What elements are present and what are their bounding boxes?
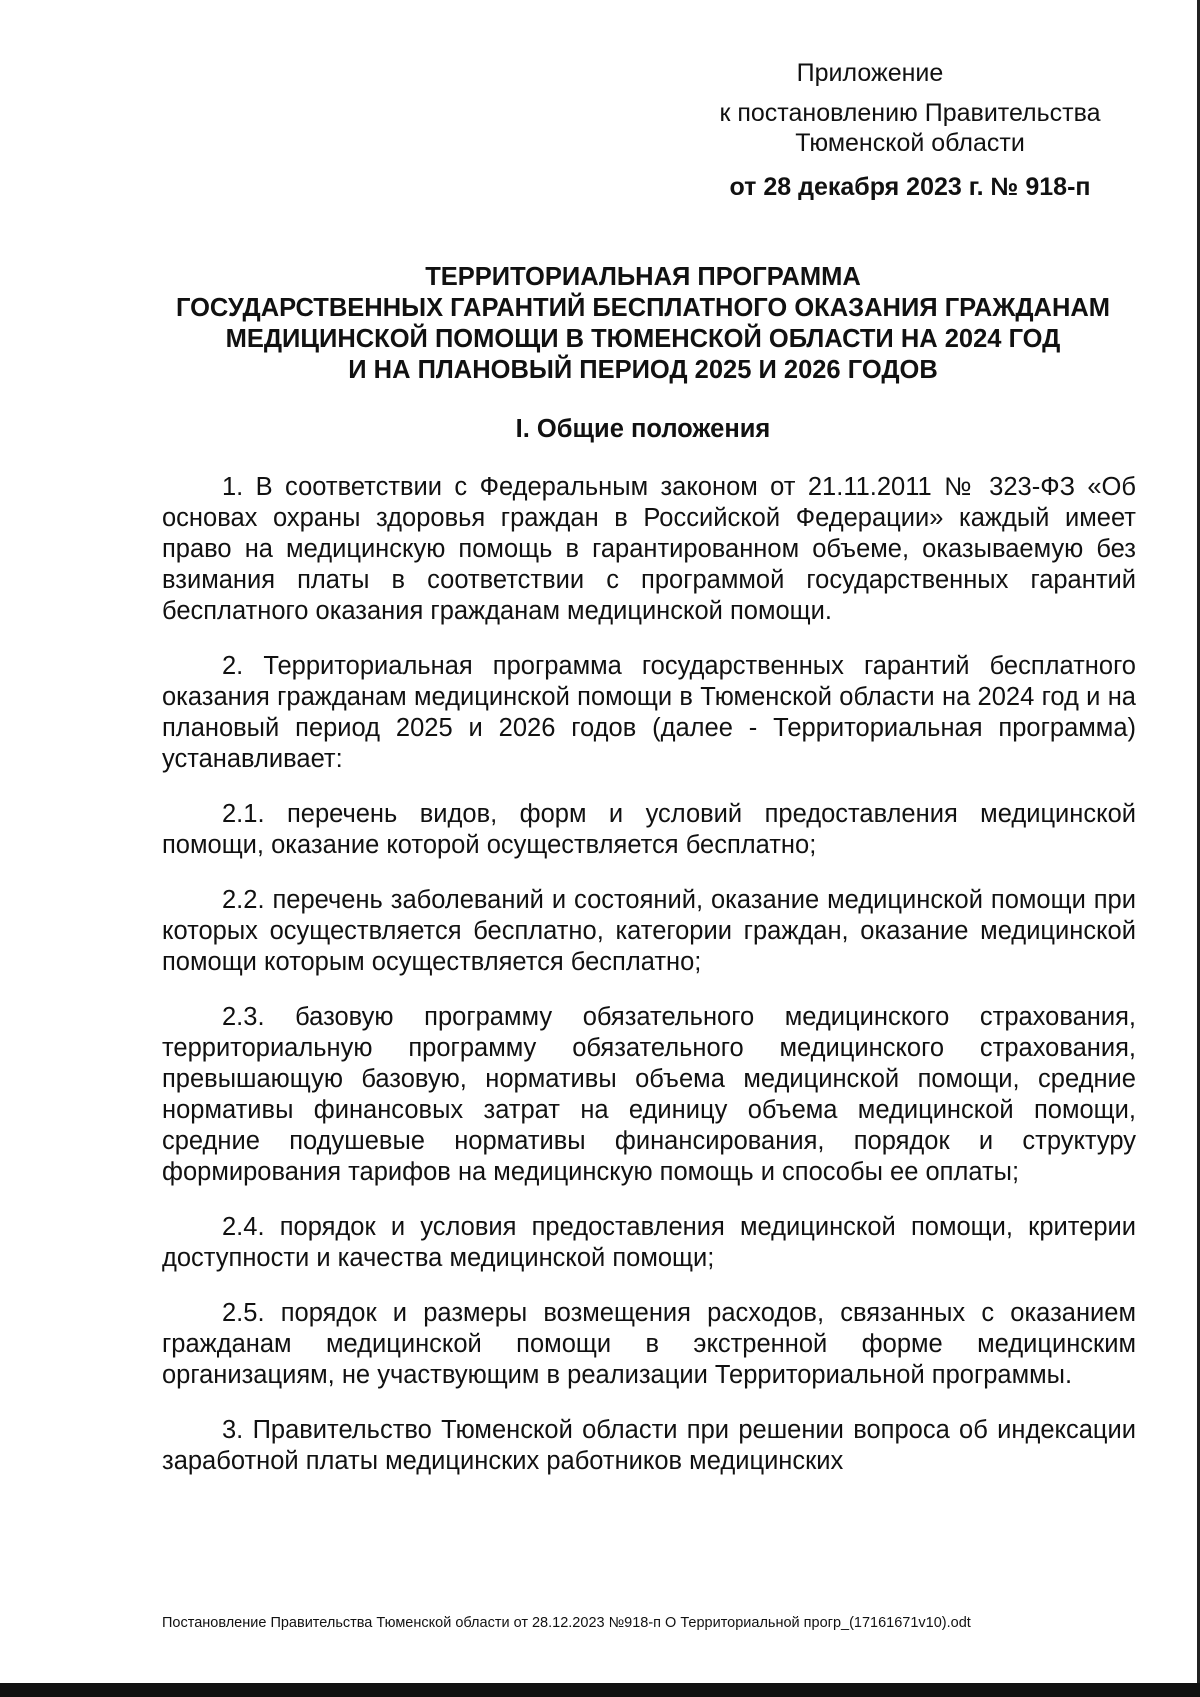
footer-file-reference: Постановление Правительства Тюменской области от 28.12.2023 №918-п О Территориальной прогр_(17161671v10).odt xyxy=(162,1615,971,1631)
approval-block xyxy=(640,58,1140,202)
title-line-3: МЕДИЦИНСКОЙ ПОМОЩИ В ТЮМЕНСКОЙ ОБЛАСТИ НА 2024 ГОД xyxy=(225,325,1061,353)
approval-date-number: от 28 декабря 2023 г. № 918-п xyxy=(729,173,1091,201)
approval-label: Приложение xyxy=(796,59,944,87)
scan-bottom-edge xyxy=(0,1683,1200,1697)
title-line-4: И НА ПЛАНОВЫЙ ПЕРИОД 2025 И 2026 ГОДОВ xyxy=(348,356,938,384)
title-line-1: ТЕРРИТОРИАЛЬНАЯ ПРОГРАММА xyxy=(425,263,861,291)
paragraph-2-4: 2.4. порядок и условия предоставления медицинской помощи, критерии доступности и качества медицинской помощи; xyxy=(162,1213,1136,1272)
paragraph-3: 3. Правительство Тюменской области при решении вопроса об индексации заработной платы медицинских работников медицинских xyxy=(162,1416,1136,1475)
paragraph-2-5: 2.5. порядок и размеры возмещения расходов, связанных с оказанием гражданам медицинской помощи в экстренной форме медицинским организациям, не участвующим в реализации Территориальной программы. xyxy=(162,1299,1136,1389)
paragraph-2-1: 2.1. перечень видов, форм и условий предоставления медицинской помощи, оказание которой осуществляется бесплатно; xyxy=(162,800,1136,859)
paragraph-2: 2. Территориальная программа государственных гарантий бесплатного оказания гражданам медицинской помощи в Тюменской области на 2024 год и на плановый период 2025 и 2026 годов (далее - Территориальная программа) устанавливает: xyxy=(162,652,1136,773)
paragraph-2-2: 2.2. перечень заболеваний и состояний, оказание медицинской помощи при которых осуществляется бесплатно, категории граждан, оказание медицинской помощи которым осуществляется бесплатно; xyxy=(162,886,1136,976)
section-heading: I. Общие положения xyxy=(515,415,771,443)
approval-region: Тюменской области xyxy=(795,129,1025,157)
document-body xyxy=(162,472,1136,1477)
document-title xyxy=(150,262,1136,386)
paragraph-2-3: 2.3. базовую программу обязательного медицинского страхования, территориальную программу обязательного медицинского страхования, превышающую базовую, нормативы объема медицинской помощи, средние нормативы финансовых затрат на единицу объема медицинской помощи, средние подушевые нормативы финансирования, порядок и структуру формирования тарифов на медицинскую помощь и способы ее оплаты; xyxy=(162,1003,1136,1186)
title-line-2: ГОСУДАРСТВЕННЫХ ГАРАНТИЙ БЕСПЛАТНОГО ОКАЗАНИЯ ГРАЖДАНАМ xyxy=(175,294,1111,322)
approval-resolution: к постановлению Правительства xyxy=(719,99,1101,127)
paragraph-1: 1. В соответствии с Федеральным законом от 21.11.2011 № 323-ФЗ «Об основах охраны здоровья граждан в Российской Федерации» каждый имеет право на медицинскую помощь в гарантированном объеме, оказываемую без взимания платы в соответствии с программой государственных гарантий бесплатного оказания гражданам медицинской помощи. xyxy=(162,473,1136,625)
